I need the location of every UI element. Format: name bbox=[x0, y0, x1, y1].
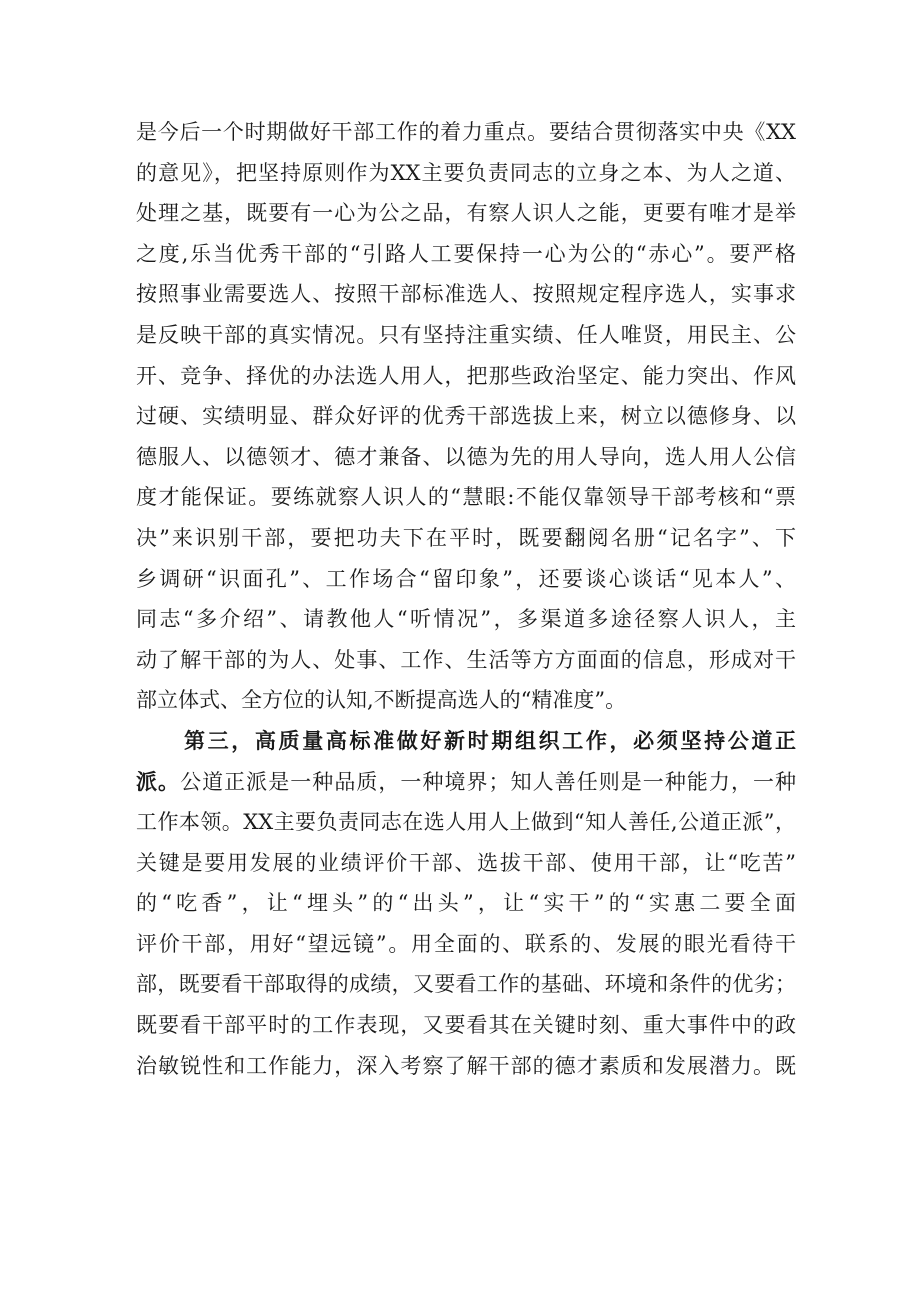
text-line: 治敏锐性和工作能力，深入考察了解干部的德才素质和发展潜力。既 bbox=[136, 1053, 796, 1078]
paragraph-2 bbox=[136, 721, 796, 1086]
text-line: 评价干部，用好“望远镜”。用全面的、联系的、发展的眼光看待干 bbox=[136, 931, 796, 956]
text-line: 的意见》，把坚持原则作为XX主要负责同志的立身之本、为人之道、 bbox=[136, 160, 796, 185]
text-line: 部，既要看干部取得的成绩，又要看工作的基础、环境和条件的优劣； bbox=[136, 972, 796, 997]
text-line: 工作本领。XX主要负责同志在选人用人上做到“知人善任,公道正派”， bbox=[136, 810, 796, 835]
text-line: 部立体式、全方位的认知,不断提高选人的“精准度”。 bbox=[136, 688, 627, 713]
text-line: 德服人、以德领才、德才兼备、以德为先的用人导向，选人用人公信 bbox=[136, 444, 796, 469]
text-line: 是反映干部的真实情况。只有坚持注重实绩、任人唯贤，用民主、公 bbox=[136, 322, 796, 347]
text-line: 按照事业需要选人、按照干部标准选人、按照规定程序选人，实事求 bbox=[136, 282, 796, 307]
paragraph-1 bbox=[136, 112, 796, 721]
text-line: 处理之基，既要有一心为公之品，有察人识人之能，更要有唯才是举 bbox=[136, 201, 796, 226]
text-line bbox=[136, 762, 796, 803]
text-line: 过硬、实绩明显、群众好评的优秀干部选拔上来，树立以德修身、以 bbox=[136, 404, 796, 429]
text-line: 的“吃香”，让“埋头”的“出头”，让“实干”的“实惠二要全面 bbox=[136, 891, 796, 916]
text-line: 关键是要用发展的业绩评价干部、选拔干部、使用干部，让“吃苦” bbox=[136, 850, 796, 875]
text-line: 之度,乐当优秀干部的“引路人工要保持一心为公的“赤心”。要严格 bbox=[136, 241, 796, 266]
text-line: 既要看干部平时的工作表现，又要看其在关键时刻、重大事件中的政 bbox=[136, 1013, 796, 1038]
text-line: 度才能保证。要练就察人识人的“慧眼:不能仅靠领导干部考核和“票 bbox=[136, 485, 796, 510]
document-body bbox=[136, 112, 796, 1086]
text-line: 开、竞争、择优的办法选人用人，把那些政治坚定、能力突出、作风 bbox=[136, 363, 796, 388]
text-line: 动了解干部的为人、处事、工作、生活等方方面面的信息，形成对干 bbox=[136, 647, 796, 672]
section-heading-end: 派。 bbox=[136, 769, 181, 794]
text-line: 是今后一个时期做好干部工作的着力重点。要结合贯彻落实中央《XX bbox=[136, 120, 796, 144]
text-line: 决”来识别干部，要把功夫下在平时，既要翻阅名册“记名字”、下 bbox=[136, 525, 796, 550]
text-line: 同志“多介绍”、请教他人“听情况”，多渠道多途径察人识人，主 bbox=[136, 607, 796, 632]
text-line: 乡调研“识面孔”、工作场合“留印象”，还要谈心谈话“见本人”、 bbox=[136, 566, 796, 591]
section-heading: 第三，高质量高标准做好新时期组织工作，必须坚持公道正 bbox=[184, 728, 796, 753]
text-line-rest: 公道正派是一种品质，一种境界；知人善任则是一种能力，一种 bbox=[180, 769, 797, 794]
